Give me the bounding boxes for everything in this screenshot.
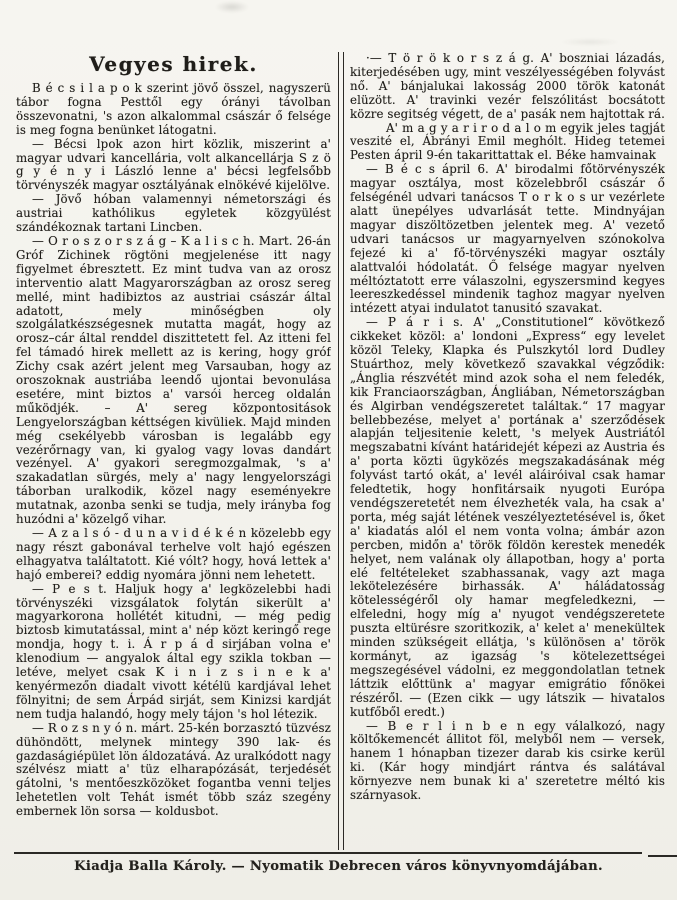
news-paragraph-vienna-court: — B é c s ápril 6. A' birodalmi főtörvényszék magyar osztálya, most közelebbről császár ő felségénél udvari tanácsos T o r k o s ur vezérlete alatt ünepélyes udvarlását tette. Mindnyájan magyar diszöltözetben jelentek meg. A' vezető udvari tanácsos ur magyarnyelven szónokolva fejezé ki a' fő-törvényszéki magyar osztály alattvalói hódolatát. Ő felsége magyar nyelven méltóztatott erre válaszolni, egyszersmind kegyes leereszkedéssel mindenik taghoz magyar nyelven intézett atyai indulatot tanusitó szavakat. [350,162,665,316]
news-paragraph-catholic-assembly: — Jövő hóban valamennyi németországi és austriai kathólikus egyletek közgyülést szándékoznak tartani Lincben. [16,192,331,235]
news-paragraph-lower-danube-ship: — A z a l s ó - d u n a v i d é k é n közelebb egy nagy részt gabonával terhelve volt hajó egészen elhagyatva találtatott. Kié vólt? hogy, hová lettek a' hajó emberei? eddig nyomára jönni nem lehetett. [16,526,331,582]
section-title: Vegyes hirek. [89,52,258,76]
right-column [350,52,665,852]
news-paragraph-paris-constitutionel: — P á r i s. A' „Constitutionel“ kövötkező cikkeket közöl: a' londoni „Express“ egy levelet közöl Teleky, Klapka és Pulszkytól lord Dudley Stuárthoz, mely következő szavakkal végződik: „Ánglia részvétét mind azok soha el nem feledék, kik Franciaországban, Ángliában, Németországban és Algirban vendégszeretet találtak.“ 17 magyar bellebbezése, melyet a' portának a' szerződések alapján teljesitenie kelett, 's melyek Austriától megszabatni kívánt határidejét képezi az Austria és a' porta közti ügyközés megszakadásának még folyvást tartó okát, a' levél aláiróival csak hamar feledtetik, hogy honfitársaik nyugoti Európa vendégszeretetét nem élvezheték vala, ha csak a' porta, még saját létének veszélyeztetésével is, őket a' kiadatás alól el nem vonta volna; ámbár azon percben, midőn a' török földön kerestek menedék helyet, nem valának oly állapotban, hogy a' porta elé feltételeket szabhassanak, vagy azt maga lekötelezésére birhassák. A' háládatosság kötelességéről oly hamar megfeledkezni, — elfeledni, hogy míg a' nyugot vendégszeretete puszta eltürésre szoritkozik, a' kelet a' menekültek minden szükségeit ellátja, 's különösen a' török kormányt, az igazság 's kötelezettségei megszegésével vádolni, ez meggondolatlan tetnek láttzik előttünk a' magyar emigrátio főnökei részéről. — (Ezen cikk — ugy látszik — hivatalos kutfőből eredt.) [350,315,665,719]
news-paragraph-abranyi-obituary: A' m a g y a r i r o d a l o m egyik jeles tagját veszité el, Ábrányi Emil meghólt. Hideg tetemei Pesten ápril 9-én takarittattak el. Béke hamvainak [350,120,665,163]
news-paragraph-vienna-camp: B é c s i l a p o k szerint jövő összel, nagyszerü tábor fogna Pesttől egy órányi távolban összevonatni, 's azon alkalommal császár ő felsége is meg fogna benünket látogatni. [16,81,331,137]
scan-smudge-right [560,38,620,46]
column-divider-double-rule [338,52,344,850]
news-paragraph-chancellery: — Bécsi lpok azon hirt közlik, miszerint a' magyar udvari kancellária, volt alkancellárja S z ö g y é n y i László lenne a' bécsi legfelsőbb törvényszék magyar osztályának elnökévé kijelölve. [16,136,331,193]
left-column [16,52,331,852]
news-paragraph-rozsnyo-fire: — R o z s n y ó n. márt. 25-kén borzasztó tüzvész dühöndött, melynek mintegy 390 lak- és gazdaságiépület lön áldozatává. Az uralkódott nagy szélvész miatt a' tüz elharapózását, terjedését gátolni, 's mentőeszközöket fogantba venni teljes lehetetlen volt Tehát ismét több száz szegény embernek lön sorsa — koldusbot. [16,720,331,819]
footer-rule-right-segment [648,855,677,857]
news-paragraph-turkey-bosnia: ·— T ö r ö k o r s z á g. A' boszniai lázadás, kiterjedésében ugy, mint veszélyességében folyvást nő. A' bánjalukai lakosság 2000 török katonát elüzött. A' travinki vezér felszólitást bocsátott közre segitség végett, de a' pasák nem hajtottak rá. [350,52,665,121]
news-paragraph-pest-crown: — P e s t. Haljuk hogy a' legközelebbi hadi törvényszéki vizsgálatok folytán sikerült a' magyarkorona hollétét kitudni, — még pedig biztosb kimutatással, mint a' nép közt keringő rege mondja, hogy t. i. Á r p á d sirjában volna e' klenodium — angyalok által egy szikla tokban — letéve, melyet csak K i n i z s i n e k a' kenyérmezőn diadalt vivott kétélü kardjával lehet fölnyitni; de sem Árpád sirját, sem Kinizsi kardját nem tudja halandó, hogy mely tájon 's hol létezik. [16,581,331,721]
columns-area [16,52,665,852]
scan-smudge-top [215,1,249,13]
news-paragraph-russia-kalisch: — O r o s z o r s z á g – K a l i s c h. Mart. 26-án Gróf Zichinek rögtöni megjelenése itt nagy figyelmet ébresztett. Ez mint tudva van az orosz interventio alatt Magyarországban az orosz sereg mellé, mint hadibiztos az austriai császár által adatott, mely minőségben oly szolgálatkészségesnek mutatta magát, hogy az orosz–cár által renddel diszittetett fel. Az itteni fel fel támadó hirek mellett az is kering, hogy gróf Zichy csak azért jelent meg Varsauban, hogy az oroszoknak austriába leendő ujontai bevonulása esetére, mint biztos a' varsói herceg oldalán működjék. – A' sereg központositások Lengyelországban kéttségen kivüliek. Majd minden még csekélyebb városban is legalább egy vezérőrnagy van, ki gyalog vagy lovas dandárt vezényel. A' gyakori seregmozgalmak, 's a' szakadatlan sürgés, mely a' nagy lengyelországi táborban uralkodik, közel nagy eseményekre mutatnak, azonba senki se tudja, mely irányba fog huzódni a' közelgő vihar. [16,233,331,527]
footer-rule-left-segment [14,852,642,854]
news-paragraph-berlin-incubator: — B e r l i n b e n egy válalkozó, nagy költőkemencét állitot föl, melyből nem — versek, hanem 1 hónapban tizezer darab kis csirke kerül ki. (Kár hogy mindjárt rántva és salátával környezve nem bunak ki a' szeretetre méltó kis szárnyasok. [350,718,665,803]
imprint-line: Kiadja Balla Károly. — Nyomatik Debrecen város könyvnyomdájában. [74,859,603,874]
